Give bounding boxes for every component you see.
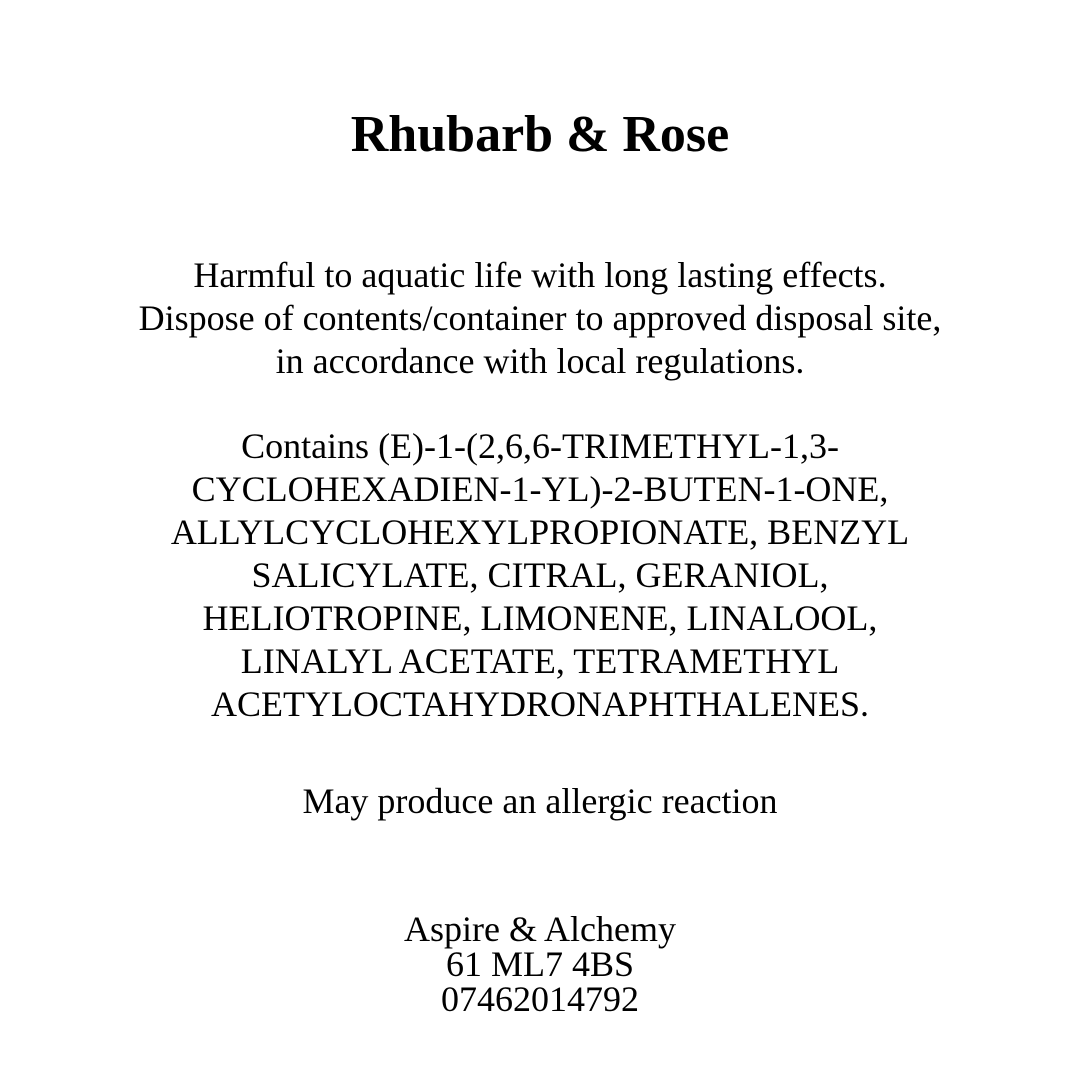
- contains-line: ALLYLCYCLOHEXYLPROPIONATE, BENZYL: [170, 512, 910, 552]
- company-phone: 07462014792: [441, 979, 639, 1019]
- contains-line: HELIOTROPINE, LIMONENE, LINALOOL,: [202, 598, 878, 638]
- company-details: [0, 909, 1080, 1019]
- hazard-line: Harmful to aquatic life with long lasting effects.: [193, 255, 887, 295]
- hazard-line: in accordance with local regulations.: [275, 341, 805, 381]
- contains-line: SALICYLATE, CITRAL, GERANIOL,: [251, 555, 829, 595]
- contains-line: ACETYLOCTAHYDRONAPHTHALENES.: [210, 684, 870, 724]
- contains-line: LINALYL ACETATE, TETRAMETHYL: [240, 641, 840, 681]
- contains-statement: [60, 425, 1020, 726]
- allergy-warning: [60, 780, 1020, 823]
- contains-line: CYCLOHEXADIEN-1-YL)-2-BUTEN-1-ONE,: [191, 469, 889, 509]
- hazard-statement: [60, 254, 1020, 383]
- product-title: Rhubarb & Rose: [350, 106, 730, 163]
- contains-line: Contains (E)-1-(2,6,6-TRIMETHYL-1,3-: [241, 426, 839, 466]
- allergy-warning-text: May produce an allergic reaction: [302, 781, 778, 821]
- company-address: 61 ML7 4BS: [445, 944, 635, 984]
- hazard-line: Dispose of contents/container to approved disposal site,: [138, 298, 942, 338]
- company-name: Aspire & Alchemy: [404, 909, 676, 949]
